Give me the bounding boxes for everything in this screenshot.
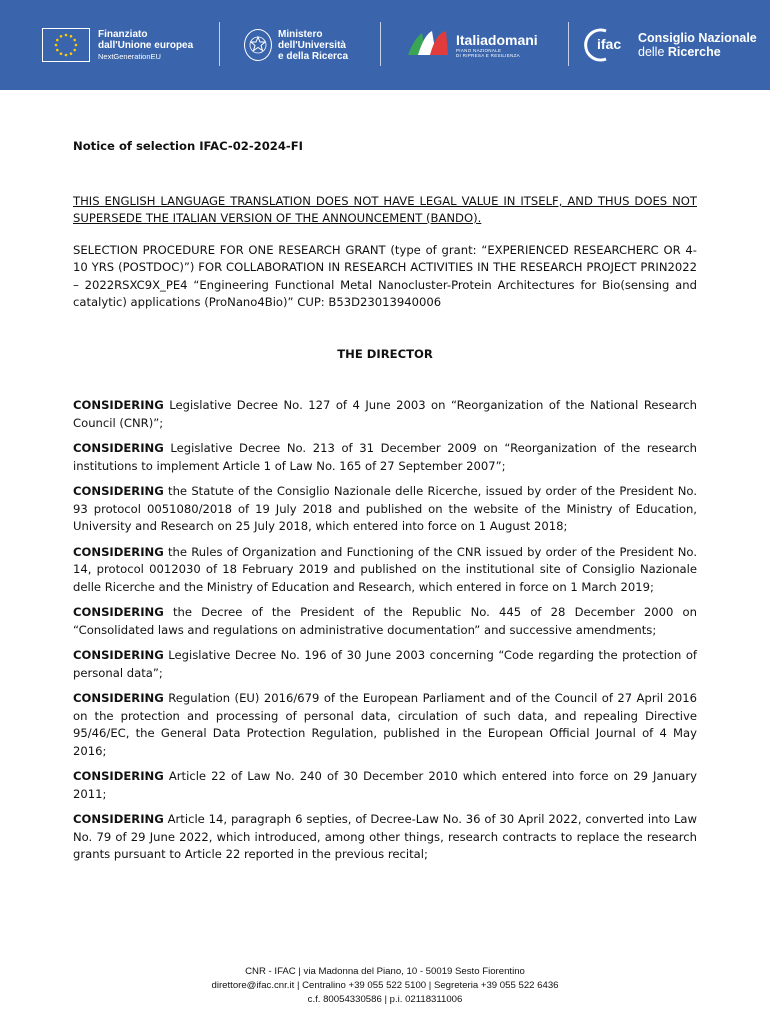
considering-paragraph — [73, 768, 697, 803]
considering-label: CONSIDERING — [73, 484, 164, 498]
ifac-mark — [584, 27, 636, 63]
italiadomani-sub2: DI RIPRESA E RESILIENZA — [456, 53, 520, 58]
republic-emblem-icon — [244, 29, 272, 61]
cnr-line2-pre: delle — [638, 45, 668, 59]
footer-contacts: direttore@ifac.cnr.it | Centralino +39 055 522 5100 | Segreteria +39 055 522 6436 — [211, 980, 559, 991]
page-footer — [0, 965, 770, 1007]
selection-procedure: SELECTION PROCEDURE FOR ONE RESEARCH GRANT (type of grant: “EXPERIENCED RESEARCHERC OR 4-10 YRS (POSTDOC)”) FOR COLLABORATION IN RESEARCH ACTIVITIES IN THE RESEARCH PROJECT PRIN2022 – 2022RSXC9X_PE4 “Engineering Functional Metal Nanocluster-Protein Architectures for Bio(sensing and catalytic) applications (ProNano4Bio)” CUP: B53D23013940006 — [73, 242, 697, 309]
notice-title: Notice of selection IFAC-02-2024-FI — [73, 139, 303, 153]
considering-text: the Statute of the Consiglio Nazionale delle Ricerche, issued by order of the President No. 93 protocol 0051080/2018 of 19 July 2018 and published on the website of the Ministry of Education, University and Research on 25 July 2018, which entered into force on 1 August 2018; — [73, 484, 698, 533]
considering-label: CONSIDERING — [73, 544, 164, 559]
italiadomani-sub1: PIANO NAZIONALE — [456, 48, 502, 53]
considering-paragraph — [73, 647, 697, 682]
considering-label: CONSIDERING — [73, 691, 164, 705]
considering-text: Legislative Decree No. 127 of 4 June 2003 on “Reorganization of the National Research Council (CNR)”; — [73, 398, 697, 430]
italian-flag-icon — [404, 25, 454, 65]
mur-line2: dell'Università — [278, 39, 346, 51]
considering-text: Article 14, paragraph 6 septies, of Decree-Law No. 36 of 30 April 2022, converted into Law No. 79 of 29 June 2022, which introduced, among other things, research contracts to replace the research grants pursuant to Article 22 reported in the previous recital; — [73, 812, 697, 861]
eu-line2: dall'Unione europea — [98, 39, 194, 51]
cnr-line2-bold: Ricerche — [667, 45, 721, 59]
considering-text: Article 22 of Law No. 240 of 30 December 2010 which entered into force on 29 January 2011; — [73, 769, 698, 801]
considering-paragraph — [73, 811, 697, 864]
considering-text: Legislative Decree No. 196 of 30 June 2003 concerning “Code regarding the protection of personal data”; — [73, 648, 697, 680]
ifac-mark-text: ifac — [597, 36, 622, 52]
considering-label: CONSIDERING — [73, 769, 164, 783]
divider — [219, 22, 220, 66]
considering-label: CONSIDERING — [73, 648, 164, 662]
considering-label: CONSIDERING — [73, 605, 164, 619]
eu-line3: NextGenerationEU — [98, 51, 161, 61]
considering-text: the Rules of Organization and Functioning of the CNR issued by order of the President No. 14, protocol 0012030 of 18 February 2019 and published on the institutional site of Consiglio Nazionale delle Ricerche and the Ministry of Education and Research, which entered in force on 1 March 2019; — [73, 544, 698, 594]
considering-paragraph — [73, 690, 697, 760]
divider — [380, 22, 381, 66]
mur-logo — [244, 0, 348, 90]
footer-address: CNR - IFAC | via Madonna del Piano, 10 - 50019 Sesto Fiorentino — [245, 966, 525, 977]
considering-text: Legislative Decree No. 213 of 31 December 2009 on “Reorganization of the research institutions to implement Article 1 of Law No. 165 of 27 September 2007”; — [73, 441, 697, 473]
considering-paragraph — [73, 544, 697, 597]
italiadomani-name: Italiadomani — [456, 32, 538, 48]
considering-label: CONSIDERING — [73, 398, 164, 412]
eu-line1: Finanziato — [98, 28, 148, 40]
considering-paragraph — [73, 397, 697, 432]
considering-paragraph — [73, 440, 697, 475]
director-heading: THE DIRECTOR — [337, 346, 433, 361]
eu-stars-icon — [42, 28, 90, 62]
divider — [568, 22, 569, 66]
eu-logo — [42, 0, 193, 90]
document-body — [73, 138, 697, 864]
considering-text: Regulation (EU) 2016/679 of the European Parliament and of the Council of 27 April 2016 on the protection and processing of personal data, circulation of such data, and repealing Directive 95/46/EC, the General Data Protection Regulation, published in the European Official Journal of 4 May 2016; — [73, 691, 697, 758]
footer-tax-ids: c.f. 80054330586 | p.i. 02118311006 — [307, 994, 463, 1005]
mur-line1: Ministero — [278, 28, 323, 40]
considering-label: CONSIDERING — [73, 812, 164, 826]
considering-label: CONSIDERING — [73, 441, 164, 455]
translation-disclaimer: THIS ENGLISH LANGUAGE TRANSLATION DOES NOT HAVE LEGAL VALUE IN ITSELF, AND THUS DOES NOT SUPERSEDE THE ITALIAN VERSION OF THE ANNOUNCEMENT (BANDO). — [73, 193, 697, 225]
considering-paragraph — [73, 604, 697, 639]
cnr-line1: Consiglio Nazionale — [638, 31, 757, 45]
mur-line3: e della Ricerca — [278, 50, 349, 62]
header-banner — [0, 0, 770, 90]
cnr-logo — [584, 0, 757, 90]
considering-paragraph — [73, 483, 697, 536]
italiadomani-logo — [404, 0, 538, 90]
considering-text: the Decree of the President of the Republic No. 445 of 28 December 2000 on “Consolidated laws and regulations on administrative documentation” and successive amendments; — [73, 605, 697, 637]
